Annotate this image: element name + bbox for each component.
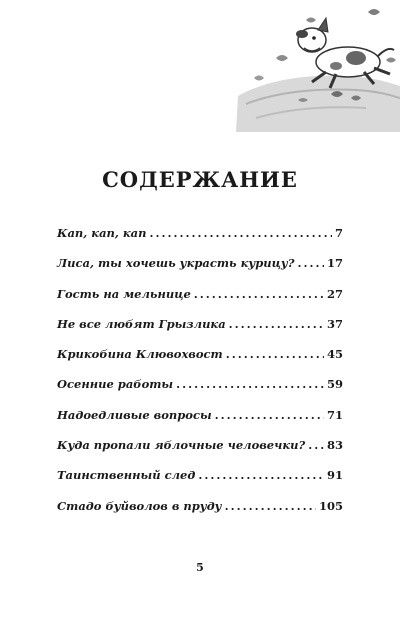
toc-entry-title: Не все любят Грызлика [57, 316, 226, 331]
dot-leader [176, 377, 324, 391]
page-number: 5 [196, 561, 204, 574]
toc-entry-title: Кап, кап, кап [57, 226, 147, 240]
toc-entry [57, 438, 343, 468]
toc-entry-page: 17 [326, 256, 343, 271]
dot-leader [225, 499, 316, 513]
dot-leader [149, 226, 332, 240]
dot-leader [226, 347, 324, 361]
toc-entry-title: Таинственный след [57, 468, 196, 483]
running-dog-illustration [236, 0, 400, 132]
toc-entry-page: 37 [326, 316, 343, 331]
dot-leader [194, 287, 324, 301]
toc-entry-title: Лиса, ты хочешь украсть курицу? [57, 256, 295, 271]
toc-entry-page: 59 [326, 377, 343, 392]
toc-entry [57, 287, 343, 317]
toc-entry [57, 347, 343, 377]
toc-entry [57, 499, 343, 529]
toc-entry [57, 408, 343, 438]
toc-entry-page: 105 [318, 498, 343, 513]
toc-entry-title: Крикобина Клювохвост [57, 347, 223, 362]
toc-entry-page: 7 [334, 226, 343, 240]
toc-entry-page: 91 [326, 468, 343, 483]
dot-leader [298, 256, 324, 270]
toc-entry-page: 71 [326, 407, 343, 422]
toc-entry-page: 83 [326, 438, 343, 453]
dot-leader [308, 438, 324, 452]
dot-leader [215, 408, 324, 422]
dot-leader [198, 468, 324, 482]
toc-entry [57, 377, 343, 407]
toc-entry-page: 27 [326, 286, 343, 301]
toc-entry [57, 226, 343, 256]
toc-entry-title: Стадо буйволов в пруду [57, 498, 222, 513]
toc-entry [57, 317, 343, 347]
page-title: СОДЕРЖАНИЕ [102, 167, 298, 192]
toc-entry-title: Осенние работы [57, 377, 174, 392]
toc-entry [57, 468, 343, 498]
dot-leader [229, 317, 324, 331]
toc-entry-title: Гость на мельнице [57, 286, 191, 301]
table-of-contents [57, 226, 343, 529]
toc-entry-page: 45 [326, 347, 343, 362]
toc-entry [57, 256, 343, 286]
toc-entry-title: Куда пропали яблочные человечки? [57, 438, 306, 453]
toc-entry-title: Надоедливые вопросы [57, 407, 212, 422]
